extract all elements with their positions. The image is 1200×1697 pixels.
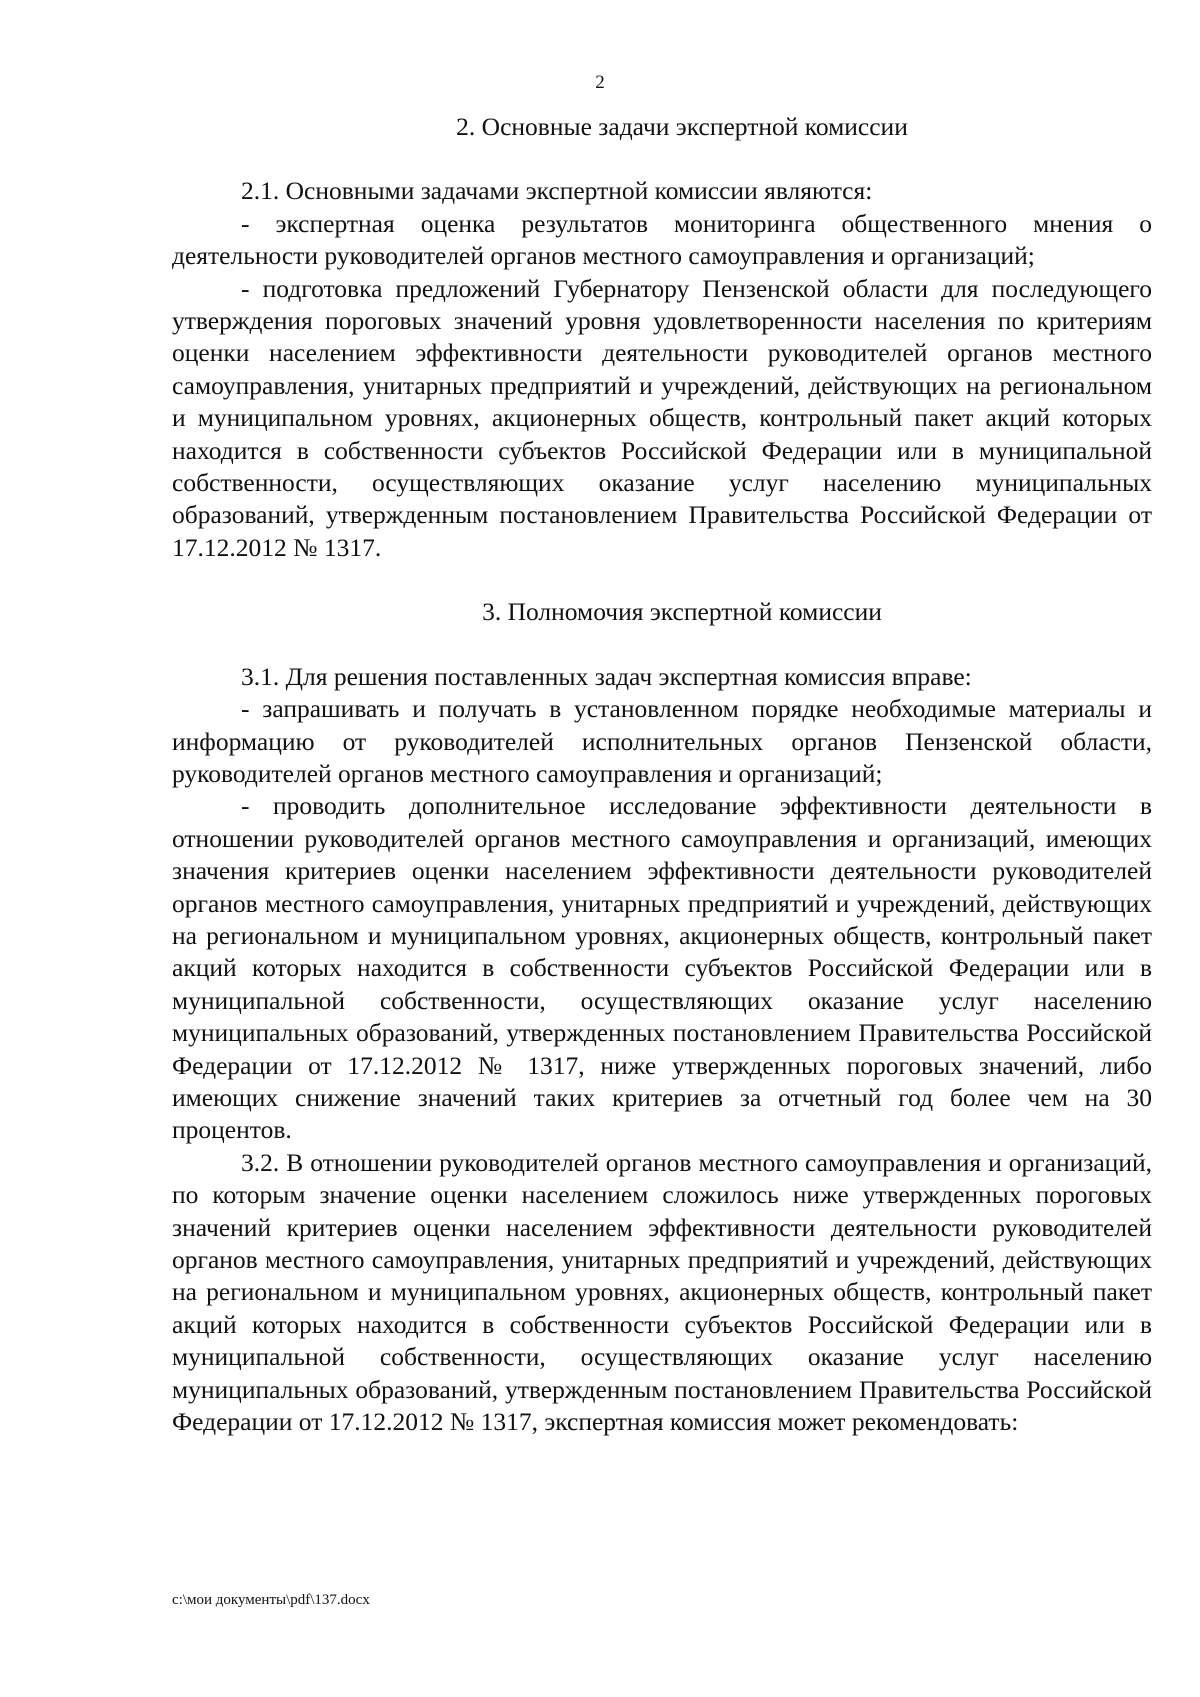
paragraph-3-1-item-request-materials: - запрашивать и получать в установленном порядке необходимые материалы и информацию от руководителей исполнительных органов Пензенской области, руководителей органов местного самоуправления и организаций;: [172, 694, 1152, 788]
section-2-heading: 2. Основные задачи экспертной комиссии: [456, 112, 908, 141]
page-number: 2: [595, 72, 605, 93]
paragraph-2-1-item-proposals: - подготовка предложений Губернатору Пензенской области для последующего утверждения пороговых значений уровня удовлетворенности населения по критериям оценки населением эффективности деятельности руководителей органов местного самоуправления, унитарных предприятий и учреждений, действующих на региональном и муниципальном уровнях, акционерных обществ, контрольный пакет акций которых находится в собственности субъектов Российской Федерации или в муниципальной собственности, осуществляющих оказание услуг населению муниципальных образований, утвержденным постановлением Правительства Российской Федерации от 17.12.2012 № 1317.: [172, 273, 1152, 562]
paragraph-2-1-intro: 2.1. Основными задачами экспертной комиссии являются:: [241, 176, 873, 206]
section-3-heading: 3. Полномочия экспертной комиссии: [482, 597, 882, 627]
paragraph-2-1-item-expert-evaluation: - экспертная оценка результатов мониторинга общественного мнения о деятельности руководителей органов местного самоуправления и организаций;: [172, 208, 1152, 271]
paragraph-3-1-item-additional-research: - проводить дополнительное исследование эффективности деятельности в отношении руководителей органов местного самоуправления и организаций, имеющих значения критериев оценки населением эффективности деятельности руководителей органов местного самоуправления, унитарных предприятий и учреждений, действующих на региональном и муниципальном уровнях, акционерных обществ, контрольный пакет акций которых находится в собственности субъектов Российской Федерации или в муниципальной собственности, осуществляющих оказание услуг населению муниципальных образований, утвержденных постановлением Правительства Российской Федерации от 17.12.2012 № 1317, ниже утвержденных пороговых значений, либо имеющих снижение значений таких критериев за отчетный год более чем на 30 процентов.: [172, 791, 1152, 1145]
paragraph-3-1-intro: 3.1. Для решения поставленных задач экспертная комиссия вправе:: [241, 661, 972, 691]
paragraph-3-2: 3.2. В отношении руководителей органов местного самоуправления и организаций, по которым значение оценки населением сложилось ниже утвержденных пороговых значений критериев оценки населением эффективности деятельности руководителей органов местного самоуправления, унитарных предприятий и учреждений, действующих на региональном и муниципальном уровнях, акционерных обществ, контрольный пакет акций которых находится в собственности субъектов Российской Федерации или в муниципальной собственности, осуществляющих оказание услуг населению муниципальных образований, утвержденным постановлением Правительства Российской Федерации от 17.12.2012 № 1317, экспертная комиссия может рекомендовать:: [172, 1147, 1152, 1437]
footer-file-path: c:\мои документы\pdf\137.docx: [172, 1592, 370, 1608]
document-body: [172, 111, 1152, 1438]
